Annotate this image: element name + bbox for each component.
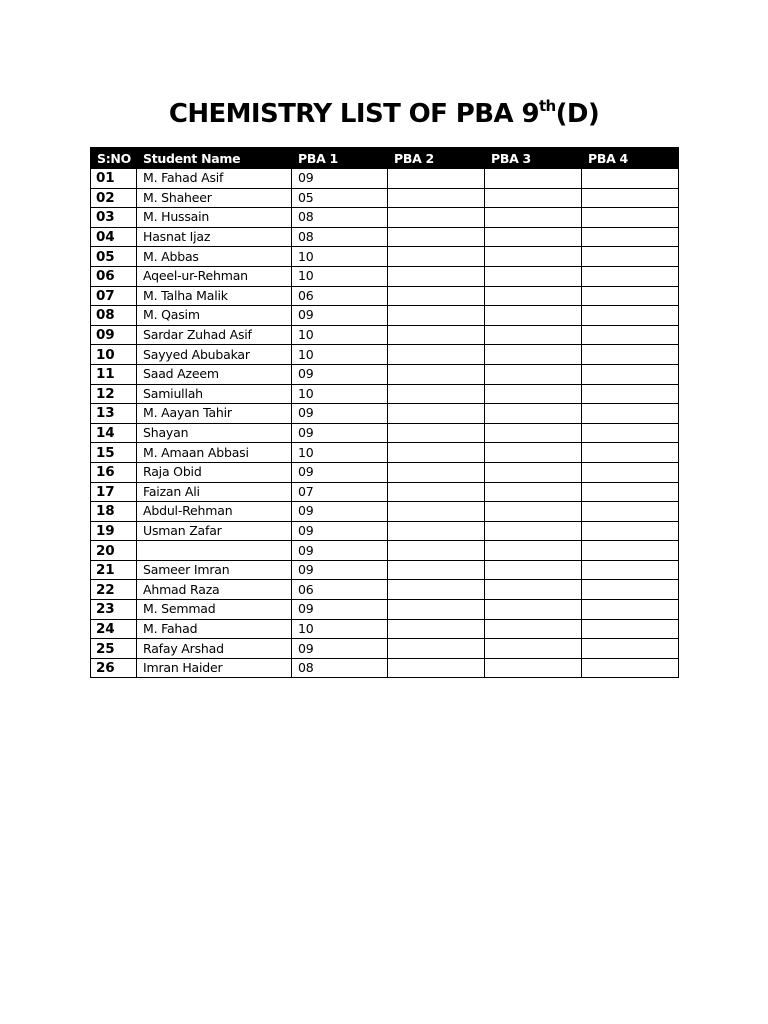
cell-pba-4 [582,619,679,639]
header-pba-1: PBA 1 [292,148,388,169]
cell-student-name: M. Abbas [137,247,292,267]
cell-pba-1: 10 [292,345,388,365]
cell-pba-4 [582,423,679,443]
cell-sno: 24 [91,619,137,639]
cell-pba-2 [388,364,485,384]
table-row [91,462,679,482]
cell-student-name: M. Aayan Tahir [137,404,292,424]
cell-sno: 07 [91,286,137,306]
cell-pba-4 [582,169,679,189]
cell-pba-3 [485,502,582,522]
cell-pba-3 [485,541,582,561]
cell-sno: 12 [91,384,137,404]
cell-student-name: M. Fahad [137,619,292,639]
cell-pba-4 [582,658,679,678]
cell-pba-2 [388,619,485,639]
cell-pba-3 [485,619,582,639]
cell-pba-3 [485,482,582,502]
cell-student-name: M. Amaan Abbasi [137,443,292,463]
cell-sno: 11 [91,364,137,384]
cell-pba-3 [485,560,582,580]
title-main: CHEMISTRY LIST OF PBA 9 [168,99,539,129]
table-row [91,306,679,326]
cell-sno: 25 [91,639,137,659]
table-row [91,286,679,306]
cell-pba-3 [485,658,582,678]
cell-sno: 21 [91,560,137,580]
table-row [91,560,679,580]
cell-student-name: M. Semmad [137,600,292,620]
table-row [91,541,679,561]
cell-pba-2 [388,462,485,482]
cell-pba-1: 10 [292,384,388,404]
cell-student-name: M. Shaheer [137,188,292,208]
table-row [91,169,679,189]
cell-pba-3 [485,580,582,600]
cell-pba-2 [388,658,485,678]
cell-pba-4 [582,580,679,600]
cell-student-name: M. Fahad Asif [137,169,292,189]
cell-pba-3 [485,423,582,443]
header-sno: S:NO [91,148,137,169]
cell-pba-2 [388,521,485,541]
cell-pba-3 [485,188,582,208]
cell-student-name: Usman Zafar [137,521,292,541]
cell-student-name: Rafay Arshad [137,639,292,659]
table-row [91,188,679,208]
table-row [91,208,679,228]
cell-sno: 23 [91,600,137,620]
cell-pba-2 [388,266,485,286]
cell-pba-1: 09 [292,306,388,326]
table-row [91,266,679,286]
table-body [91,169,679,678]
cell-student-name: Ahmad Raza [137,580,292,600]
cell-pba-4 [582,521,679,541]
cell-sno: 19 [91,521,137,541]
cell-sno: 17 [91,482,137,502]
table-row [91,658,679,678]
cell-student-name: Abdul-Rehman [137,502,292,522]
table-row [91,325,679,345]
cell-student-name: Hasnat Ijaz [137,227,292,247]
table-row [91,521,679,541]
cell-pba-4 [582,482,679,502]
cell-pba-2 [388,423,485,443]
cell-pba-1: 09 [292,169,388,189]
cell-pba-2 [388,560,485,580]
cell-student-name: Sayyed Abubakar [137,345,292,365]
cell-sno: 26 [91,658,137,678]
cell-pba-1: 09 [292,541,388,561]
cell-pba-1: 09 [292,521,388,541]
cell-sno: 02 [91,188,137,208]
cell-student-name: Samiullah [137,384,292,404]
table-row [91,639,679,659]
title-superscript: th [538,97,556,115]
cell-pba-4 [582,345,679,365]
cell-pba-3 [485,227,582,247]
cell-pba-4 [582,286,679,306]
cell-pba-4 [582,247,679,267]
page-title [0,94,768,134]
cell-pba-1: 10 [292,247,388,267]
table-row [91,619,679,639]
cell-student-name: M. Hussain [137,208,292,228]
header-student-name: Student Name [137,148,292,169]
cell-pba-1: 09 [292,423,388,443]
cell-pba-1: 09 [292,639,388,659]
cell-sno: 04 [91,227,137,247]
cell-pba-1: 05 [292,188,388,208]
cell-sno: 03 [91,208,137,228]
cell-pba-2 [388,208,485,228]
cell-student-name: Shayan [137,423,292,443]
cell-pba-4 [582,462,679,482]
table-row [91,364,679,384]
cell-pba-2 [388,502,485,522]
header-pba-2: PBA 2 [388,148,485,169]
cell-pba-4 [582,188,679,208]
cell-sno: 05 [91,247,137,267]
cell-pba-3 [485,639,582,659]
cell-student-name: Aqeel-ur-Rehman [137,266,292,286]
cell-pba-4 [582,364,679,384]
cell-sno: 20 [91,541,137,561]
table-row [91,227,679,247]
cell-pba-2 [388,306,485,326]
cell-pba-4 [582,639,679,659]
cell-pba-3 [485,384,582,404]
header-pba-4: PBA 4 [582,148,679,169]
table-row [91,580,679,600]
cell-pba-1: 09 [292,600,388,620]
cell-sno: 01 [91,169,137,189]
cell-pba-2 [388,541,485,561]
table-row [91,482,679,502]
cell-pba-1: 10 [292,325,388,345]
table-row [91,247,679,267]
table-row [91,423,679,443]
cell-pba-1: 10 [292,443,388,463]
student-list-table [90,147,679,678]
title-section: (D) [555,99,600,129]
cell-sno: 16 [91,462,137,482]
cell-student-name: Sardar Zuhad Asif [137,325,292,345]
cell-pba-3 [485,345,582,365]
table-header [91,148,679,169]
cell-pba-2 [388,188,485,208]
cell-pba-4 [582,502,679,522]
table-row [91,600,679,620]
cell-pba-2 [388,600,485,620]
cell-sno: 22 [91,580,137,600]
cell-sno: 18 [91,502,137,522]
cell-pba-4 [582,325,679,345]
cell-pba-1: 08 [292,227,388,247]
cell-pba-4 [582,266,679,286]
cell-pba-1: 09 [292,364,388,384]
cell-sno: 14 [91,423,137,443]
cell-student-name [137,541,292,561]
header-pba-3: PBA 3 [485,148,582,169]
cell-student-name: Imran Haider [137,658,292,678]
cell-pba-4 [582,560,679,580]
cell-pba-3 [485,208,582,228]
cell-sno: 15 [91,443,137,463]
cell-pba-4 [582,227,679,247]
cell-pba-2 [388,384,485,404]
cell-pba-4 [582,443,679,463]
cell-pba-1: 10 [292,619,388,639]
cell-pba-1: 09 [292,462,388,482]
table-row [91,404,679,424]
cell-sno: 13 [91,404,137,424]
cell-pba-1: 06 [292,286,388,306]
cell-pba-4 [582,306,679,326]
cell-student-name: Faizan Ali [137,482,292,502]
cell-student-name: Raja Obid [137,462,292,482]
cell-pba-4 [582,404,679,424]
cell-pba-1: 06 [292,580,388,600]
cell-pba-3 [485,325,582,345]
cell-pba-1: 09 [292,502,388,522]
cell-pba-3 [485,286,582,306]
table-row [91,345,679,365]
cell-pba-1: 07 [292,482,388,502]
cell-student-name: M. Qasim [137,306,292,326]
cell-pba-3 [485,266,582,286]
cell-pba-3 [485,600,582,620]
cell-pba-3 [485,404,582,424]
cell-pba-4 [582,208,679,228]
cell-student-name: M. Talha Malik [137,286,292,306]
cell-pba-3 [485,306,582,326]
cell-sno: 10 [91,345,137,365]
header-row [91,148,679,169]
table-row [91,384,679,404]
cell-pba-3 [485,169,582,189]
cell-pba-2 [388,443,485,463]
cell-sno: 06 [91,266,137,286]
cell-pba-2 [388,325,485,345]
cell-student-name: Saad Azeem [137,364,292,384]
cell-pba-2 [388,227,485,247]
table-row [91,443,679,463]
cell-pba-3 [485,443,582,463]
cell-pba-2 [388,580,485,600]
cell-pba-3 [485,247,582,267]
cell-pba-3 [485,462,582,482]
cell-pba-1: 08 [292,208,388,228]
cell-pba-1: 08 [292,658,388,678]
cell-pba-2 [388,345,485,365]
cell-pba-4 [582,541,679,561]
cell-pba-2 [388,404,485,424]
cell-pba-3 [485,521,582,541]
cell-sno: 08 [91,306,137,326]
cell-pba-1: 09 [292,404,388,424]
cell-pba-2 [388,169,485,189]
cell-pba-3 [485,364,582,384]
cell-pba-4 [582,600,679,620]
cell-pba-1: 10 [292,266,388,286]
cell-pba-2 [388,639,485,659]
cell-pba-1: 09 [292,560,388,580]
cell-sno: 09 [91,325,137,345]
cell-pba-4 [582,384,679,404]
cell-pba-2 [388,482,485,502]
cell-student-name: Sameer Imran [137,560,292,580]
cell-pba-2 [388,247,485,267]
table-row [91,502,679,522]
cell-pba-2 [388,286,485,306]
